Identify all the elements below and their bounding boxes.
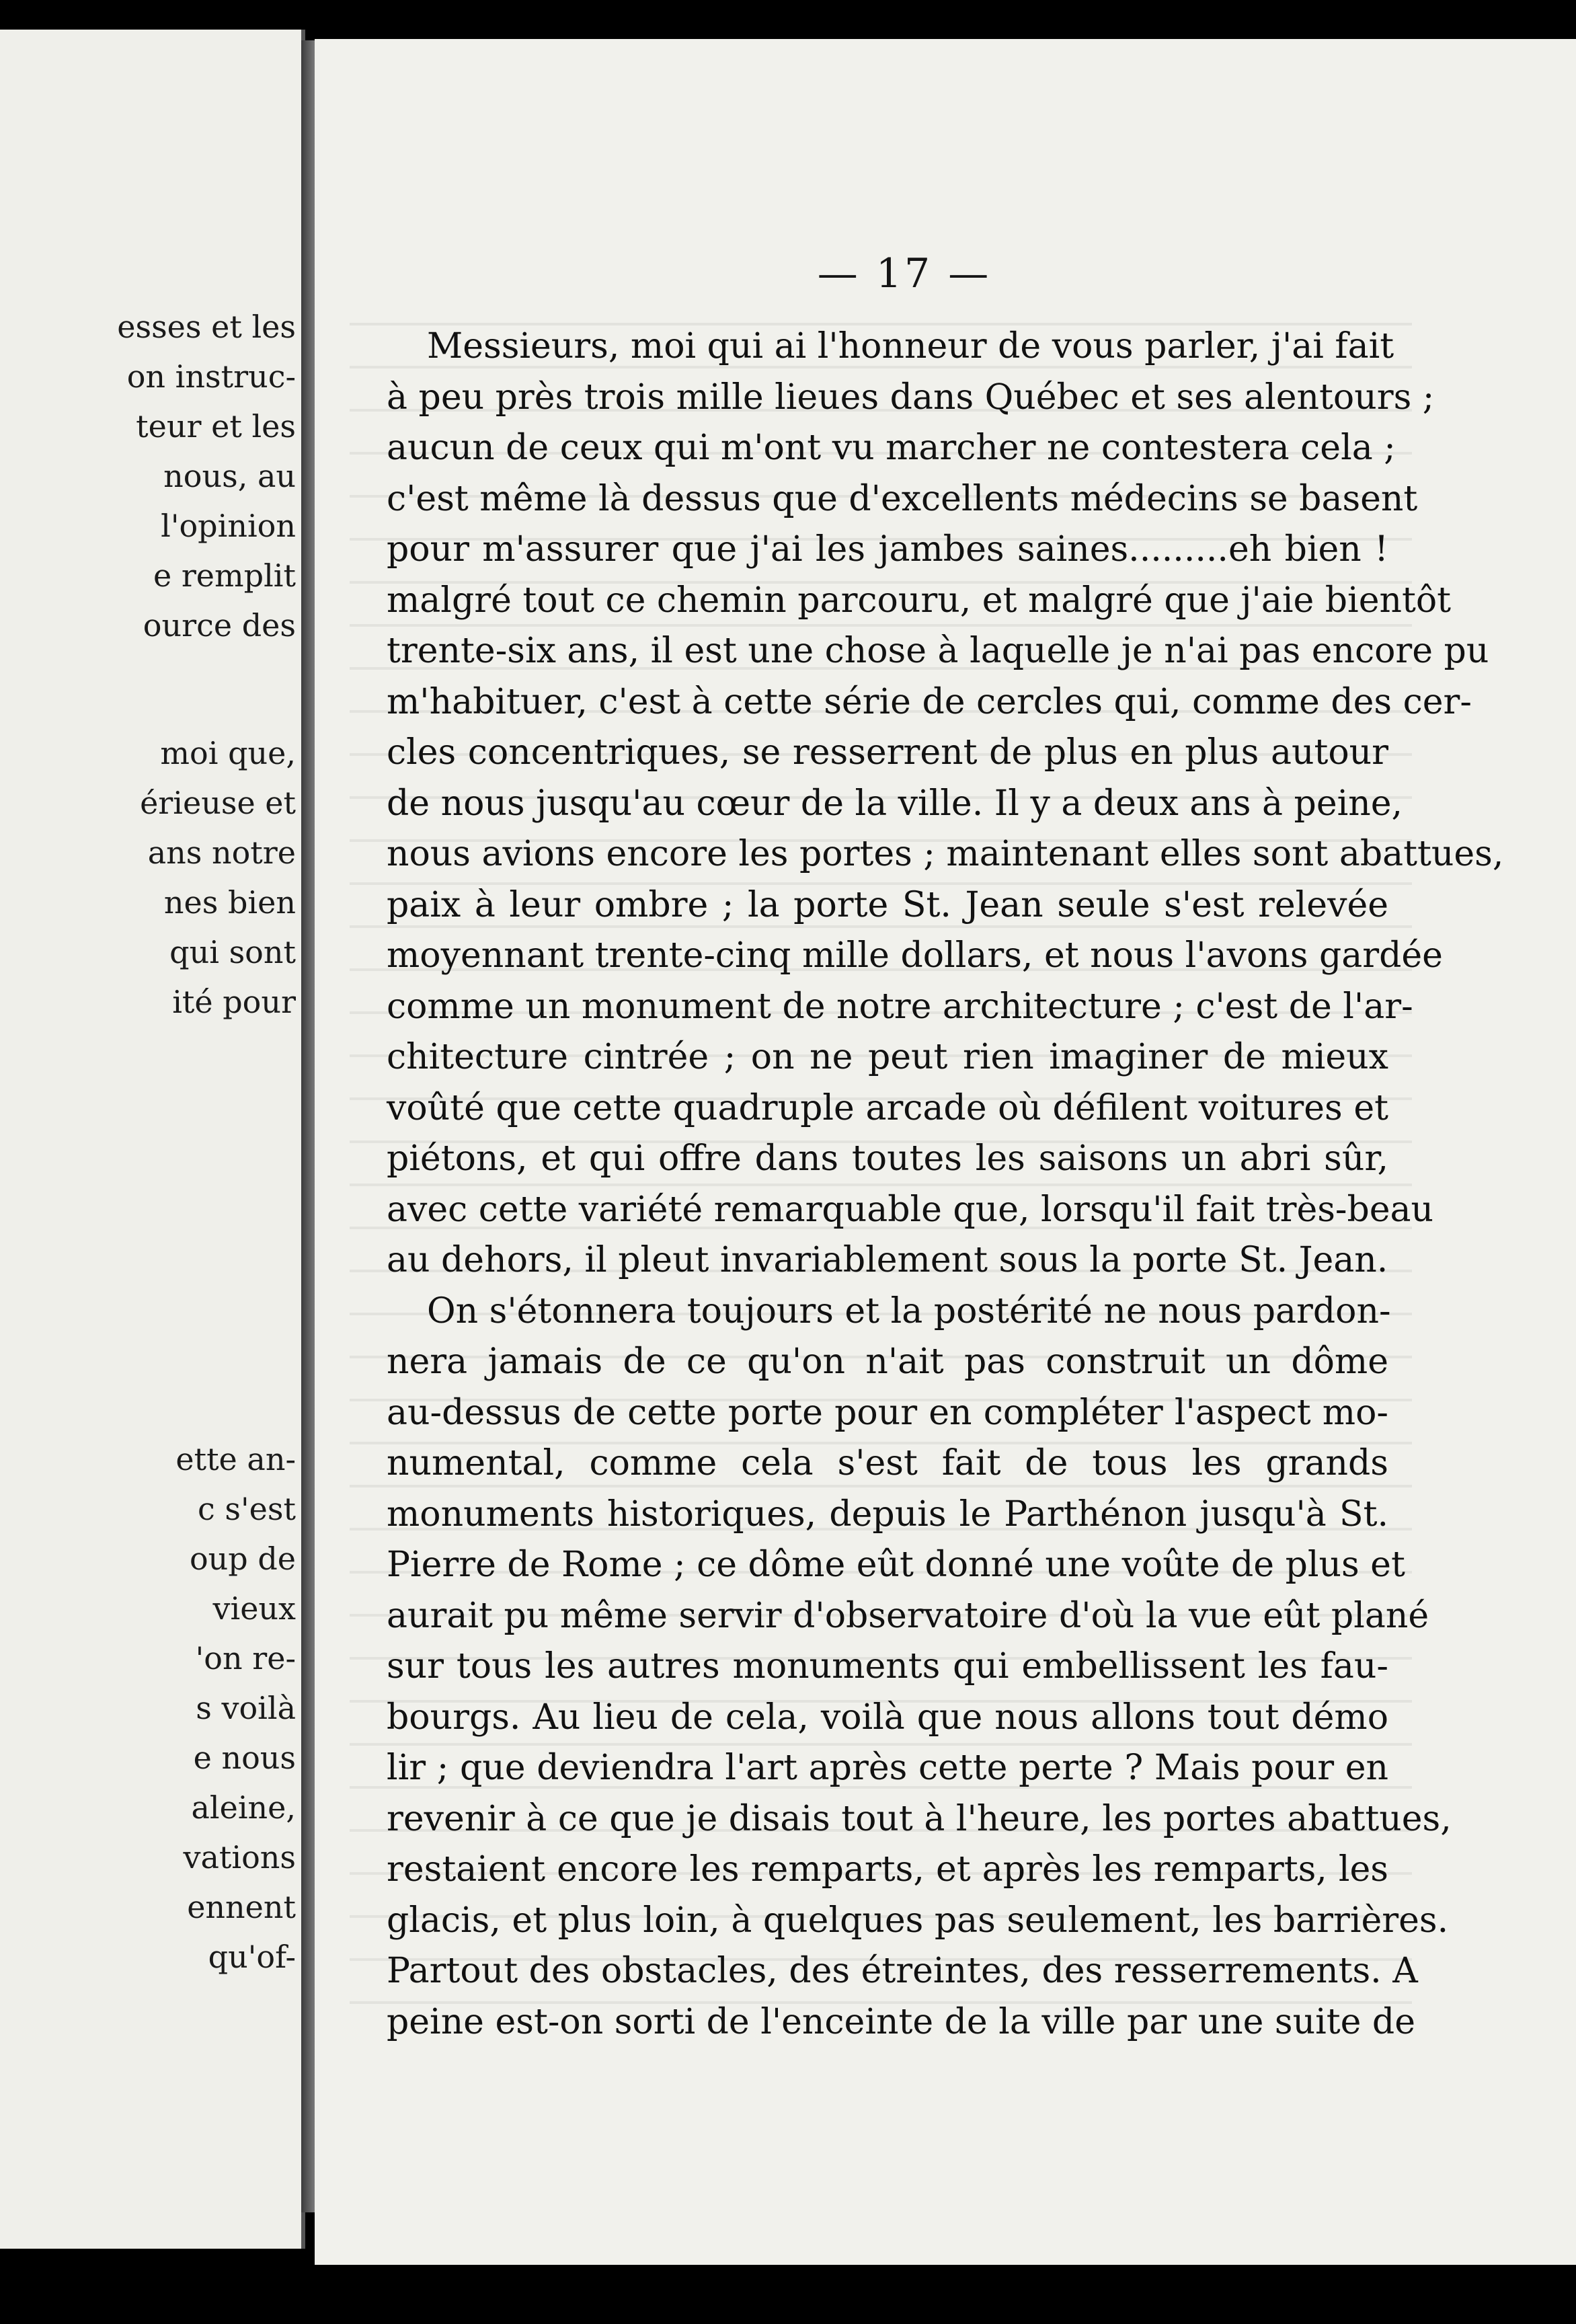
left-line: on instruc-	[126, 358, 296, 395]
text-line: On s'étonnera toujours et la postérité ne nous pardon-	[427, 1290, 1391, 1331]
text-line: restaient encore les remparts, et après les remparts, les	[387, 1849, 1388, 1890]
left-line: s voilà	[196, 1690, 296, 1726]
left-line: aleine,	[191, 1789, 296, 1826]
text-line: glacis, et plus loin, à quelques pas seulement, les barrières.	[387, 1900, 1449, 1941]
text-line: de nous jusqu'au cœur de la ville. Il y a deux ans à peine,	[387, 783, 1403, 824]
left-line: ité pour	[172, 984, 296, 1020]
text-line: comme un monument de notre architecture ; c'est de l'ar-	[387, 986, 1413, 1027]
text-line: bourgs. Au lieu de cela, voilà que nous allons tout démo	[387, 1697, 1388, 1738]
text-line: nera jamais de ce qu'on n'ait pas construit un dôme	[387, 1342, 1388, 1382]
page-number: — 17 —	[817, 250, 992, 297]
left-line: 'on re-	[195, 1640, 296, 1676]
text-line: peine est-on sorti de l'enceinte de la ville par une suite de	[387, 2001, 1415, 2042]
left-line: qu'of-	[208, 1939, 296, 1975]
left-line: ource des	[143, 607, 296, 644]
text-line: au dehors, il pleut invariablement sous la porte St. Jean.	[387, 1240, 1388, 1280]
text-line: à peu près trois mille lieues dans Québec et ses alentours ;	[387, 377, 1435, 418]
page-body-text	[387, 321, 1504, 2048]
text-line: Partout des obstacles, des étreintes, des resserrements. A	[387, 1951, 1418, 1991]
text-line: Pierre de Rome ; ce dôme eût donné une voûte de plus et	[387, 1545, 1405, 1585]
left-line: ans notre	[147, 835, 296, 871]
text-line: monuments historiques, depuis le Parthénon jusqu'à St.	[387, 1494, 1388, 1535]
left-line: nes bien	[163, 884, 296, 921]
text-line: moyennant trente-cinq mille dollars, et nous l'avons gardée	[387, 935, 1443, 976]
text-line: cles concentriques, se resserrent de plus en plus autour	[387, 732, 1388, 773]
text-line: malgré tout ce chemin parcouru, et malgré que j'aie bientôt	[387, 580, 1452, 621]
left-line: nous, au	[163, 458, 296, 494]
text-line: chitecture cintrée ; on ne peut rien imaginer de mieux	[387, 1037, 1388, 1077]
left-line: e nous	[193, 1740, 296, 1776]
left-line: érieuse et	[140, 785, 296, 821]
left-line: e remplit	[153, 557, 296, 594]
text-line: au-dessus de cette porte pour en compléter l'aspect mo-	[387, 1392, 1388, 1433]
text-line: c'est même là dessus que d'excellents médecins se basent	[387, 478, 1418, 519]
text-line: trente-six ans, il est une chose à laquelle je n'ai pas encore pu	[387, 631, 1489, 671]
left-line: ette an-	[175, 1441, 296, 1477]
text-line: revenir à ce que je disais tout à l'heure, les portes abattues,	[387, 1798, 1452, 1839]
left-line: vieux	[212, 1590, 296, 1627]
text-line: Messieurs, moi qui ai l'honneur de vous parler, j'ai fait	[427, 326, 1394, 366]
text-line: sur tous les autres monuments qui embellissent les fau-	[387, 1646, 1388, 1687]
text-line: avec cette variété remarquable que, lorsqu'il fait très-beau	[387, 1189, 1434, 1230]
text-line: voûté que cette quadruple arcade où défilent voitures et	[387, 1087, 1388, 1128]
text-line: paix à leur ombre ; la porte St. Jean seule s'est relevée	[387, 884, 1388, 925]
left-line: oup de	[189, 1541, 296, 1577]
text-line: numental, comme cela s'est fait de tous les grands	[387, 1443, 1388, 1483]
book-gutter	[301, 40, 315, 2212]
left-line: vations	[183, 1839, 296, 1875]
text-line: lir ; que deviendra l'art après cette perte ? Mais pour en	[387, 1748, 1388, 1788]
left-line: c s'est	[198, 1491, 296, 1527]
text-line: piétons, et qui offre dans toutes les saisons un abri sûr,	[387, 1138, 1388, 1179]
left-line: teur et les	[136, 408, 296, 444]
left-line: qui sont	[169, 934, 296, 970]
left-line: esses et les	[117, 309, 296, 345]
text-line: m'habituer, c'est à cette série de cercles qui, comme des cer-	[387, 681, 1472, 722]
left-line: l'opinion	[161, 508, 296, 544]
left-line: ennent	[187, 1889, 296, 1925]
text-line: pour m'assurer que j'ai les jambes saines.........eh bien !	[387, 529, 1388, 570]
text-line: nous avions encore les portes ; maintenant elles sont abattues,	[387, 834, 1504, 874]
left-line: moi que,	[160, 735, 296, 771]
left-page-fragment	[0, 30, 305, 2249]
text-line: aurait pu même servir d'observatoire d'où la vue eût plané	[387, 1595, 1429, 1636]
text-line: aucun de ceux qui m'ont vu marcher ne contestera cela ;	[387, 428, 1396, 468]
